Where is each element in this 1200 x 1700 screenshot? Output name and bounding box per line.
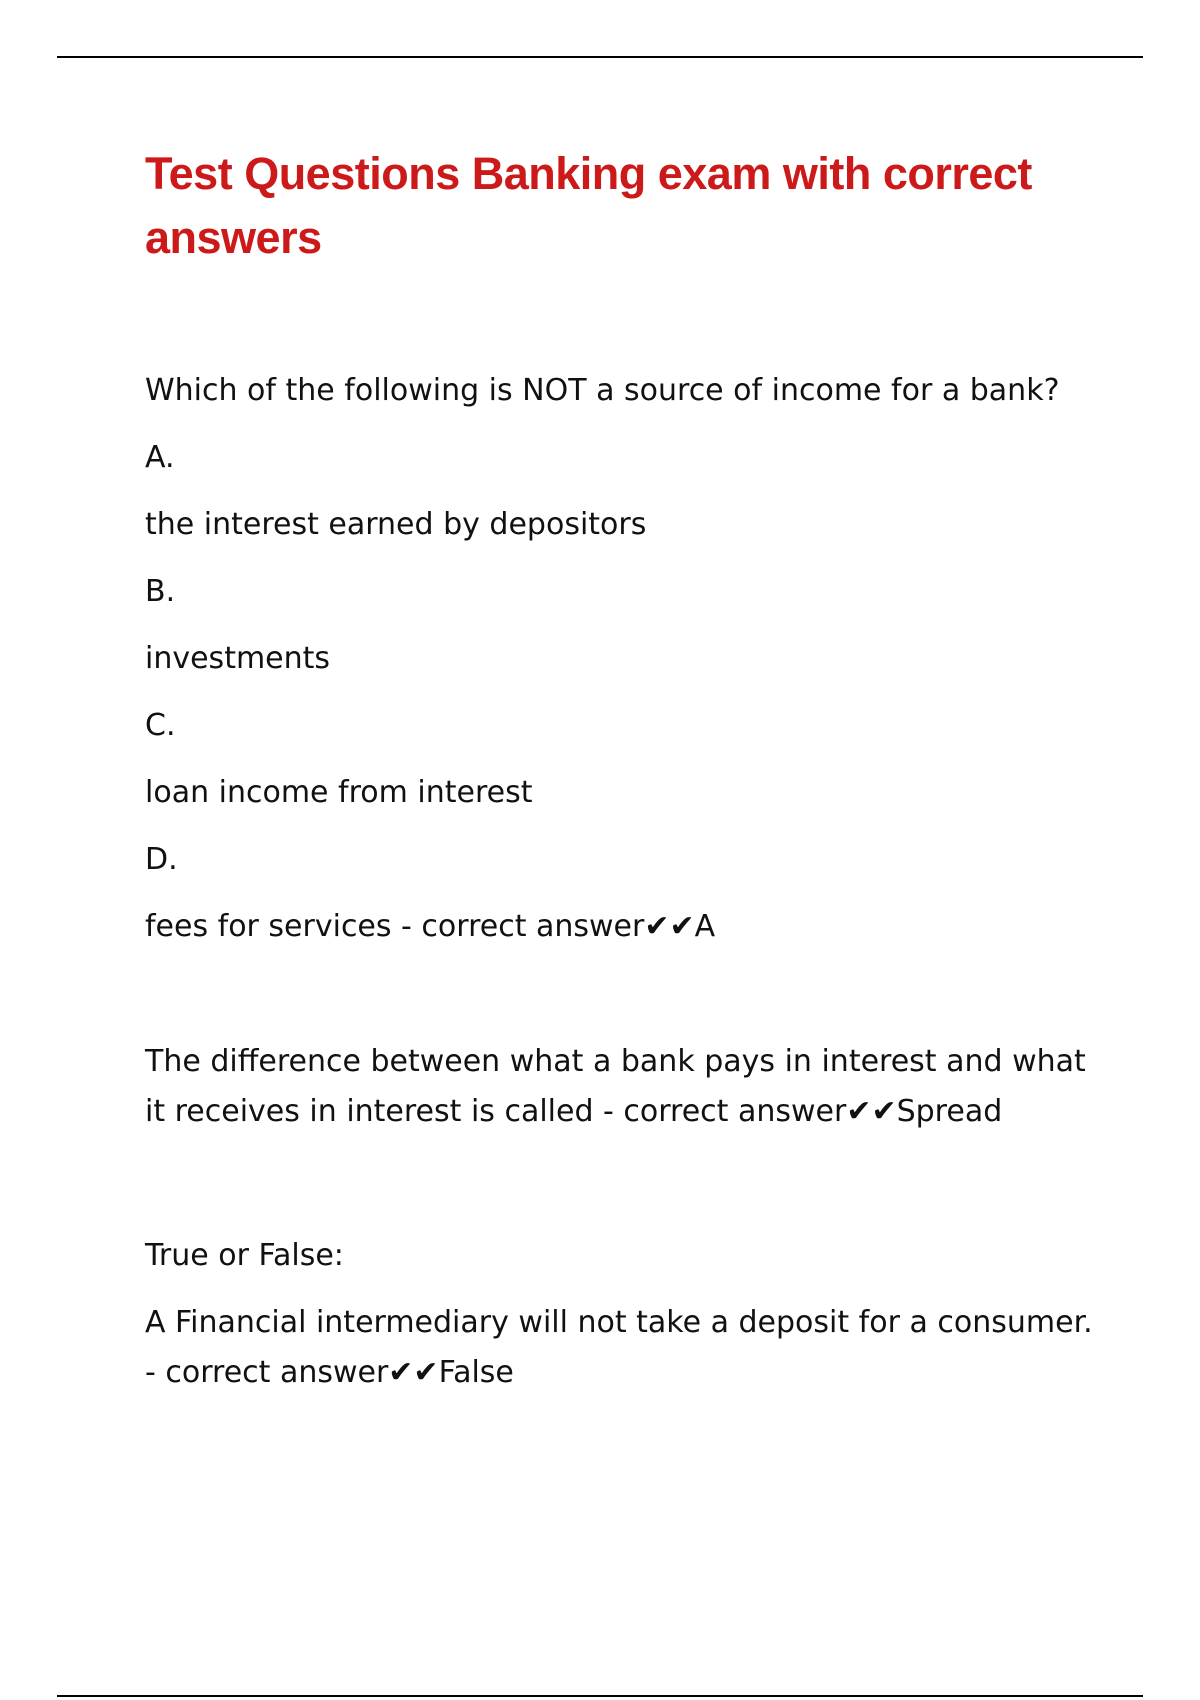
footer-rule — [57, 1695, 1143, 1697]
spacer — [145, 1137, 1105, 1231]
page-title: Test Questions Banking exam with correct answers — [145, 148, 1032, 263]
option-d-text-with-answer: fees for services - correct answer✔✔A — [145, 909, 716, 944]
question-1-prompt: Which of the following is NOT a source of income for a bank? — [145, 373, 1060, 408]
header-rule — [57, 56, 1143, 58]
option-c-letter: C. — [145, 708, 176, 743]
option-c-text: loan income from interest — [145, 775, 533, 810]
option-b-letter: B. — [145, 574, 176, 609]
option-b-text: investments — [145, 641, 331, 676]
option-a-letter: A. — [145, 440, 175, 475]
spacer — [145, 969, 1105, 1037]
document-body — [145, 366, 1105, 1398]
option-d-letter: D. — [145, 842, 178, 877]
question-2-prompt-with-answer: The difference between what a bank pays in interest and what it receives in interest is called - correct answer✔✔Spread — [145, 1044, 1086, 1129]
option-a-text: the interest earned by depositors — [145, 507, 647, 542]
question-3-prompt-with-answer: A Financial intermediary will not take a deposit for a consumer. - correct answer✔✔False — [145, 1305, 1093, 1390]
question-3-label: True or False: — [145, 1238, 344, 1273]
